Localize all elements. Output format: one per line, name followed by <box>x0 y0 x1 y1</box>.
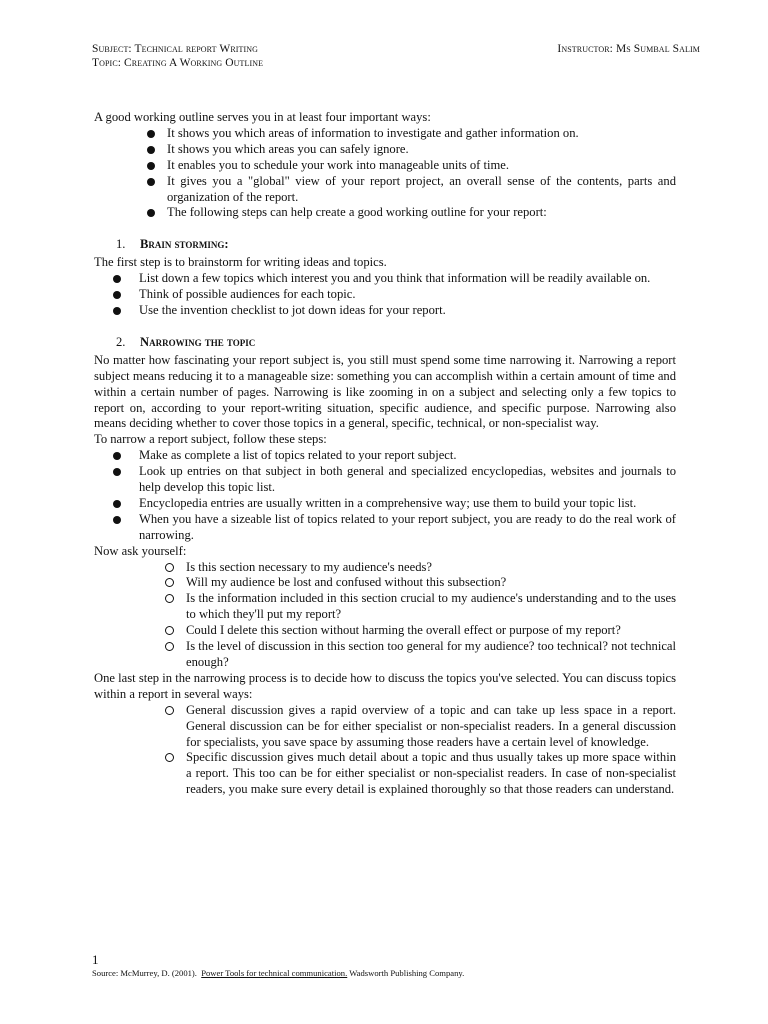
list-item: Look up entries on that subject in both general and specialized encyclopedias, websites and journals to help develop this topic list. <box>94 464 676 496</box>
list-item: General discussion gives a rapid overview of a topic and can take up less space in a report. General discussion can be for either specialist or non-specialist readers. In a general discussion for specialists, you save space by assuming those readers have a certain level of knowledge. <box>160 703 676 751</box>
footer-prefix: Source: McMurrey, D. (2001). <box>92 968 197 978</box>
footer-book-title: Power Tools for technical communication. <box>201 968 348 978</box>
list-item: Is this section necessary to my audience's needs? <box>160 560 676 576</box>
instructor-line: Instructor: Ms Sumbal Salim <box>557 43 700 55</box>
footer-publisher: Wadsworth Publishing Company. <box>349 968 465 978</box>
list-item: Is the level of discussion in this section too general for my audience? too technical? not technical enough? <box>160 639 676 671</box>
subject-line: Subject: Technical report Writing <box>92 43 259 55</box>
last-step-paragraph: One last step in the narrowing process is to decide how to discuss the topics you've selected. You can discuss topics within a report in several ways: <box>94 670 676 701</box>
list-item: When you have a sizeable list of topics related to your report subject, you are ready to do the real work of narrowing. <box>94 512 676 544</box>
section-number: 2. <box>116 334 126 349</box>
section-heading-narrowing <box>116 335 676 351</box>
list-item: Could I delete this section without harming the overall effect or purpose of my report? <box>160 623 676 639</box>
section-title: Brain storming: <box>140 237 229 252</box>
section-number: 1. <box>116 237 126 252</box>
list-item: List down a few topics which interest you and you think that information will be readily available on. <box>94 271 676 287</box>
steps-bullet-list <box>94 448 676 543</box>
brainstorm-bullet-list <box>94 271 676 319</box>
list-item: The following steps can help create a good working outline for your report: <box>147 205 676 221</box>
steps-lead: To narrow a report subject, follow these steps: <box>94 432 327 447</box>
discussion-ways-list <box>94 703 676 798</box>
list-item: Use the invention checklist to jot down ideas for your report. <box>94 303 676 319</box>
topic-line: Topic: Creating A Working Outline <box>92 57 264 69</box>
list-item: Specific discussion gives much detail about a topic and thus usually takes up more space within a report. This too can be for either specialist or non-specialist readers. In case of non-specialist readers, you make sure every detail is explained thoroughly so that those readers can understand. <box>160 750 676 798</box>
list-item: It shows you which areas of information to investigate and gather information on. <box>147 126 676 142</box>
list-item: It shows you which areas you can safely ignore. <box>147 142 676 158</box>
list-item: Think of possible audiences for each topic. <box>94 287 676 303</box>
page-header <box>92 42 700 70</box>
section-lead: The first step is to brainstorm for writing ideas and topics. <box>94 255 387 270</box>
intro-lead: A good working outline serves you in at least four important ways: <box>94 110 431 124</box>
source-footer <box>92 968 464 978</box>
list-item: It enables you to schedule your work into manageable units of time. <box>147 158 676 174</box>
list-item: It gives you a "global" view of your report project, an overall sense of the contents, parts and organization of the report. <box>147 174 676 206</box>
section-title: Narrowing the topic <box>140 334 256 349</box>
section-heading-brainstorming <box>116 237 676 253</box>
list-item: Make as complete a list of topics related to your report subject. <box>94 448 676 464</box>
intro-bullet-list <box>94 126 676 221</box>
ask-lead: Now ask yourself: <box>94 543 187 558</box>
list-item: Will my audience be lost and confused without this subsection? <box>160 575 676 591</box>
list-item: Is the information included in this section crucial to my audience's understanding and to the uses to which they'll put my report? <box>160 591 676 623</box>
page-number: 1 <box>92 952 99 967</box>
questions-list <box>94 560 676 671</box>
narrowing-paragraph: No matter how fascinating your report subject is, you still must spend some time narrowing it. Narrowing a report subject means reducing it to a manageable size: something you can accomplish within a certain amount of time and within a certain number of pages. Narrowing is like zooming in on a subject and selecting only a few topics to report on, according to your report-writing situation, specific audience, and specific purpose. Narrowing also means deciding whether to cover those topics in a general, specific, technical, or non-specialist way. <box>94 352 676 431</box>
document-body <box>94 110 676 798</box>
list-item: Encyclopedia entries are usually written in a comprehensive way; use them to build your topic list. <box>94 496 676 512</box>
